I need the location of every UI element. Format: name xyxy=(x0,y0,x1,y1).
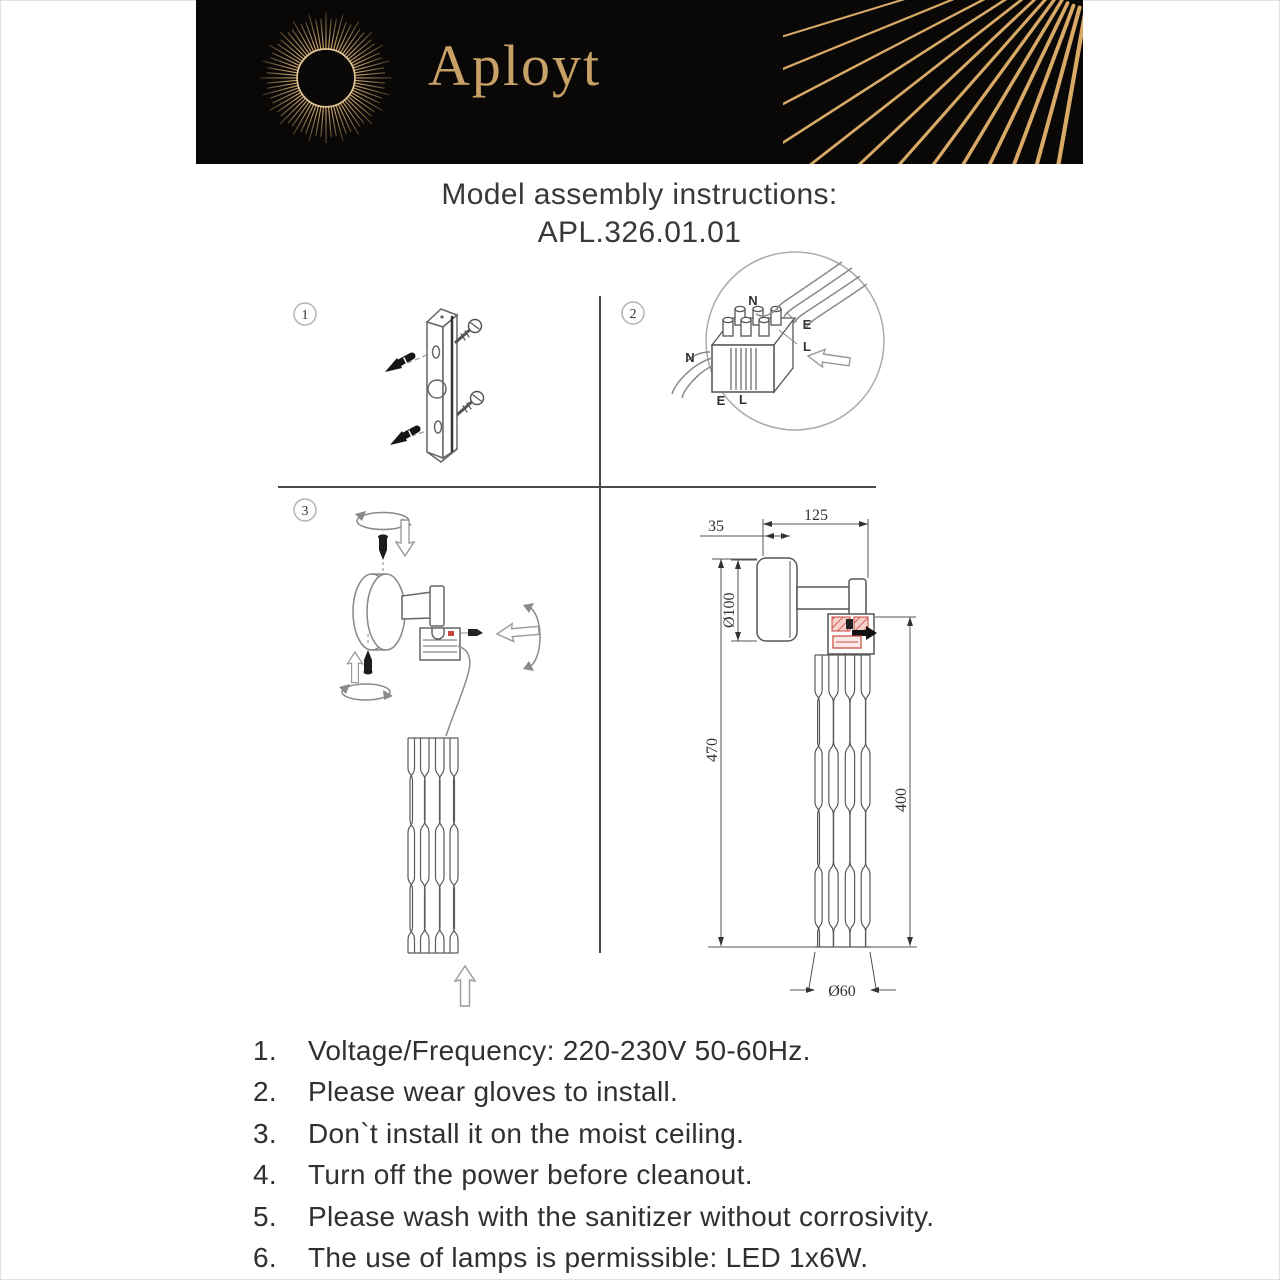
item-text: Voltage/Frequency: 220-230V 50-60Hz. xyxy=(308,1035,811,1066)
wall-plate-disc xyxy=(353,574,405,650)
instruction-item xyxy=(253,1113,1083,1154)
rotate-vertical-icon xyxy=(523,603,540,671)
dim-total: 470 xyxy=(704,738,721,762)
svg-text:3: 3 xyxy=(301,504,309,519)
svg-text:1: 1 xyxy=(301,308,309,323)
step2-panel xyxy=(622,252,884,430)
wall-anchor-icon xyxy=(385,356,417,445)
item-number: 5. xyxy=(253,1200,277,1232)
instruction-item xyxy=(253,1071,1083,1112)
brand-name: Aployt xyxy=(428,33,602,98)
dim-gap: 35 xyxy=(708,518,724,535)
arm-side-view xyxy=(797,587,853,609)
up-arrow-icon xyxy=(347,652,362,683)
left-arrow-icon xyxy=(496,621,539,643)
direction-arrow-icon xyxy=(807,347,851,371)
label-n-top: N xyxy=(748,293,758,308)
item-text: Please wash with the sanitizer without corrosivity. xyxy=(308,1200,935,1232)
item-text: Please wear gloves to install. xyxy=(308,1076,679,1108)
dim-diameter: Ø60 xyxy=(828,983,856,1000)
label-e-right: E xyxy=(802,317,812,332)
item-number: 6. xyxy=(253,1241,277,1273)
step1-badge xyxy=(294,303,316,325)
label-l-right: L xyxy=(803,339,811,354)
pivot-cap xyxy=(849,579,866,619)
dim-arm: 125 xyxy=(804,507,828,524)
step3-badge xyxy=(294,499,316,521)
item-text: Don`t install it on the moist ceiling. xyxy=(308,1117,745,1149)
down-arrow-icon xyxy=(396,520,414,556)
plate-side-view xyxy=(757,558,797,641)
step1-panel xyxy=(294,303,484,462)
step2-badge xyxy=(622,302,644,324)
instruction-item xyxy=(253,1237,1083,1278)
label-l-bottom: L xyxy=(739,392,747,407)
item-text: The use of lamps is permissible: LED 1x6W. xyxy=(308,1241,869,1273)
arm-assembly xyxy=(402,586,460,660)
svg-text:2: 2 xyxy=(629,307,637,322)
item-number: 2. xyxy=(253,1076,277,1108)
dim-shade: 400 xyxy=(893,788,910,812)
mounting-bracket xyxy=(427,309,457,462)
item-number: 3. xyxy=(253,1117,277,1149)
terminal-block xyxy=(712,306,795,392)
label-e-bottom: E xyxy=(716,393,726,408)
dimension-panel xyxy=(700,507,917,1000)
rotate-arrow-bottom-icon xyxy=(339,684,393,700)
page-title: Model assembly instructions: xyxy=(441,178,838,211)
set-screw xyxy=(460,629,483,636)
label-n-left: N xyxy=(685,350,695,365)
instruction-item xyxy=(253,1196,1083,1237)
item-number: 4. xyxy=(253,1159,277,1191)
dim-plate: Ø100 xyxy=(721,592,738,628)
item-number: 1. xyxy=(253,1035,277,1066)
instruction-item xyxy=(253,1030,1083,1071)
model-number: APL.326.01.01 xyxy=(537,216,742,249)
instruction-item xyxy=(253,1154,1083,1195)
item-text: Turn off the power before cleanout. xyxy=(308,1159,753,1191)
insert-up-arrow-icon xyxy=(455,966,475,1006)
instruction-list xyxy=(253,1030,1083,1278)
finial-pin xyxy=(378,534,388,574)
step3-panel xyxy=(294,499,540,1006)
glass-shade-side-view xyxy=(815,655,870,947)
clamp-red-detail xyxy=(448,631,454,636)
screw-icon xyxy=(456,320,484,415)
glass-shade xyxy=(408,738,458,953)
